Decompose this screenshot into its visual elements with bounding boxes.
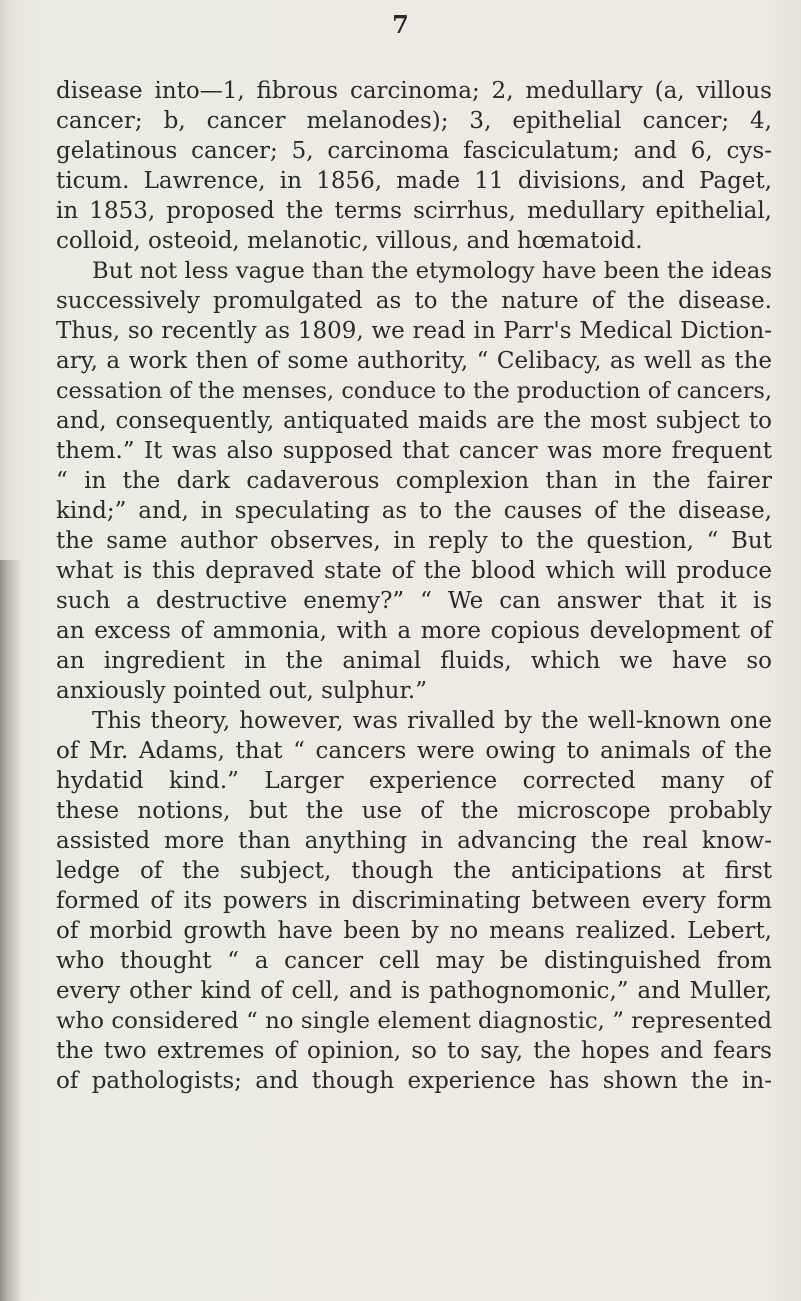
text-line: This theory, however, was rivalled by the well-known one bbox=[92, 708, 772, 734]
text-line: cancer; b, cancer melanodes); 3, epithelial cancer; 4, bbox=[56, 108, 772, 134]
text-line: every other kind of cell, and is pathognomonic,” and Muller, bbox=[56, 978, 772, 1004]
text-line: hydatid kind.” Larger experience corrected many of bbox=[56, 768, 772, 794]
text-line: who thought “ a cancer cell may be distinguished from bbox=[56, 948, 772, 974]
text-line: of morbid growth have been by no means realized. Lebert, bbox=[56, 918, 772, 944]
text-line: formed of its powers in discriminating between every form bbox=[56, 888, 772, 914]
text-line: successively promulgated as to the nature of the disease. bbox=[56, 288, 772, 314]
text-line: the two extremes of opinion, so to say, the hopes and fears bbox=[56, 1038, 772, 1064]
text-line: cessation of the menses, conduce to the production of cancers, bbox=[56, 378, 772, 404]
text-line: of pathologists; and though experience has shown the in- bbox=[56, 1068, 772, 1094]
text-line: them.” It was also supposed that cancer was more frequent bbox=[56, 438, 772, 464]
text-line: gelatinous cancer; 5, carcinoma fasciculatum; and 6, cys- bbox=[56, 138, 772, 164]
text-line: ticum. Lawrence, in 1856, made 11 divisions, and Paget, bbox=[56, 168, 772, 194]
text-line: in 1853, proposed the terms scirrhus, medullary epithelial, bbox=[56, 198, 772, 224]
text-line: an ingredient in the animal fluids, which we have so bbox=[56, 648, 772, 674]
text-line: Thus, so recently as 1809, we read in Parr's Medical Diction- bbox=[56, 318, 772, 344]
text-line: such a destructive enemy?” “ We can answer that it is bbox=[56, 588, 772, 614]
text-line: and, consequently, antiquated maids are the most subject to bbox=[56, 408, 772, 434]
text-line: anxiously pointed out, sulphur.” bbox=[56, 678, 427, 704]
page-edge-shadow bbox=[0, 560, 22, 1301]
text-line: an excess of ammonia, with a more copious development of bbox=[56, 618, 772, 644]
text-line: ary, a work then of some authority, “ Celibacy, as well as the bbox=[56, 348, 772, 374]
page-number: 7 bbox=[392, 10, 409, 39]
text-line: ledge of the subject, though the anticipations at first bbox=[56, 858, 772, 884]
text-line: disease into—1, fibrous carcinoma; 2, medullary (a, villous bbox=[56, 78, 772, 104]
text-line: colloid, osteoid, melanotic, villous, and hœmatoid. bbox=[56, 228, 643, 254]
text-line: assisted more than anything in advancing the real know- bbox=[56, 828, 772, 854]
text-line: what is this depraved state of the blood which will produce bbox=[56, 558, 772, 584]
text-line: these notions, but the use of the microscope probably bbox=[56, 798, 772, 824]
text-line: “ in the dark cadaverous complexion than in the fairer bbox=[56, 468, 772, 494]
text-line: who considered “ no single element diagnostic, ” represented bbox=[56, 1008, 772, 1034]
body-text bbox=[56, 76, 772, 1096]
text-line: of Mr. Adams, that “ cancers were owing to animals of the bbox=[56, 738, 772, 764]
text-line: kind;” and, in speculating as to the causes of the disease, bbox=[56, 498, 772, 524]
text-line: But not less vague than the etymology have been the ideas bbox=[92, 258, 772, 284]
text-line: the same author observes, in reply to the question, “ But bbox=[56, 528, 772, 554]
